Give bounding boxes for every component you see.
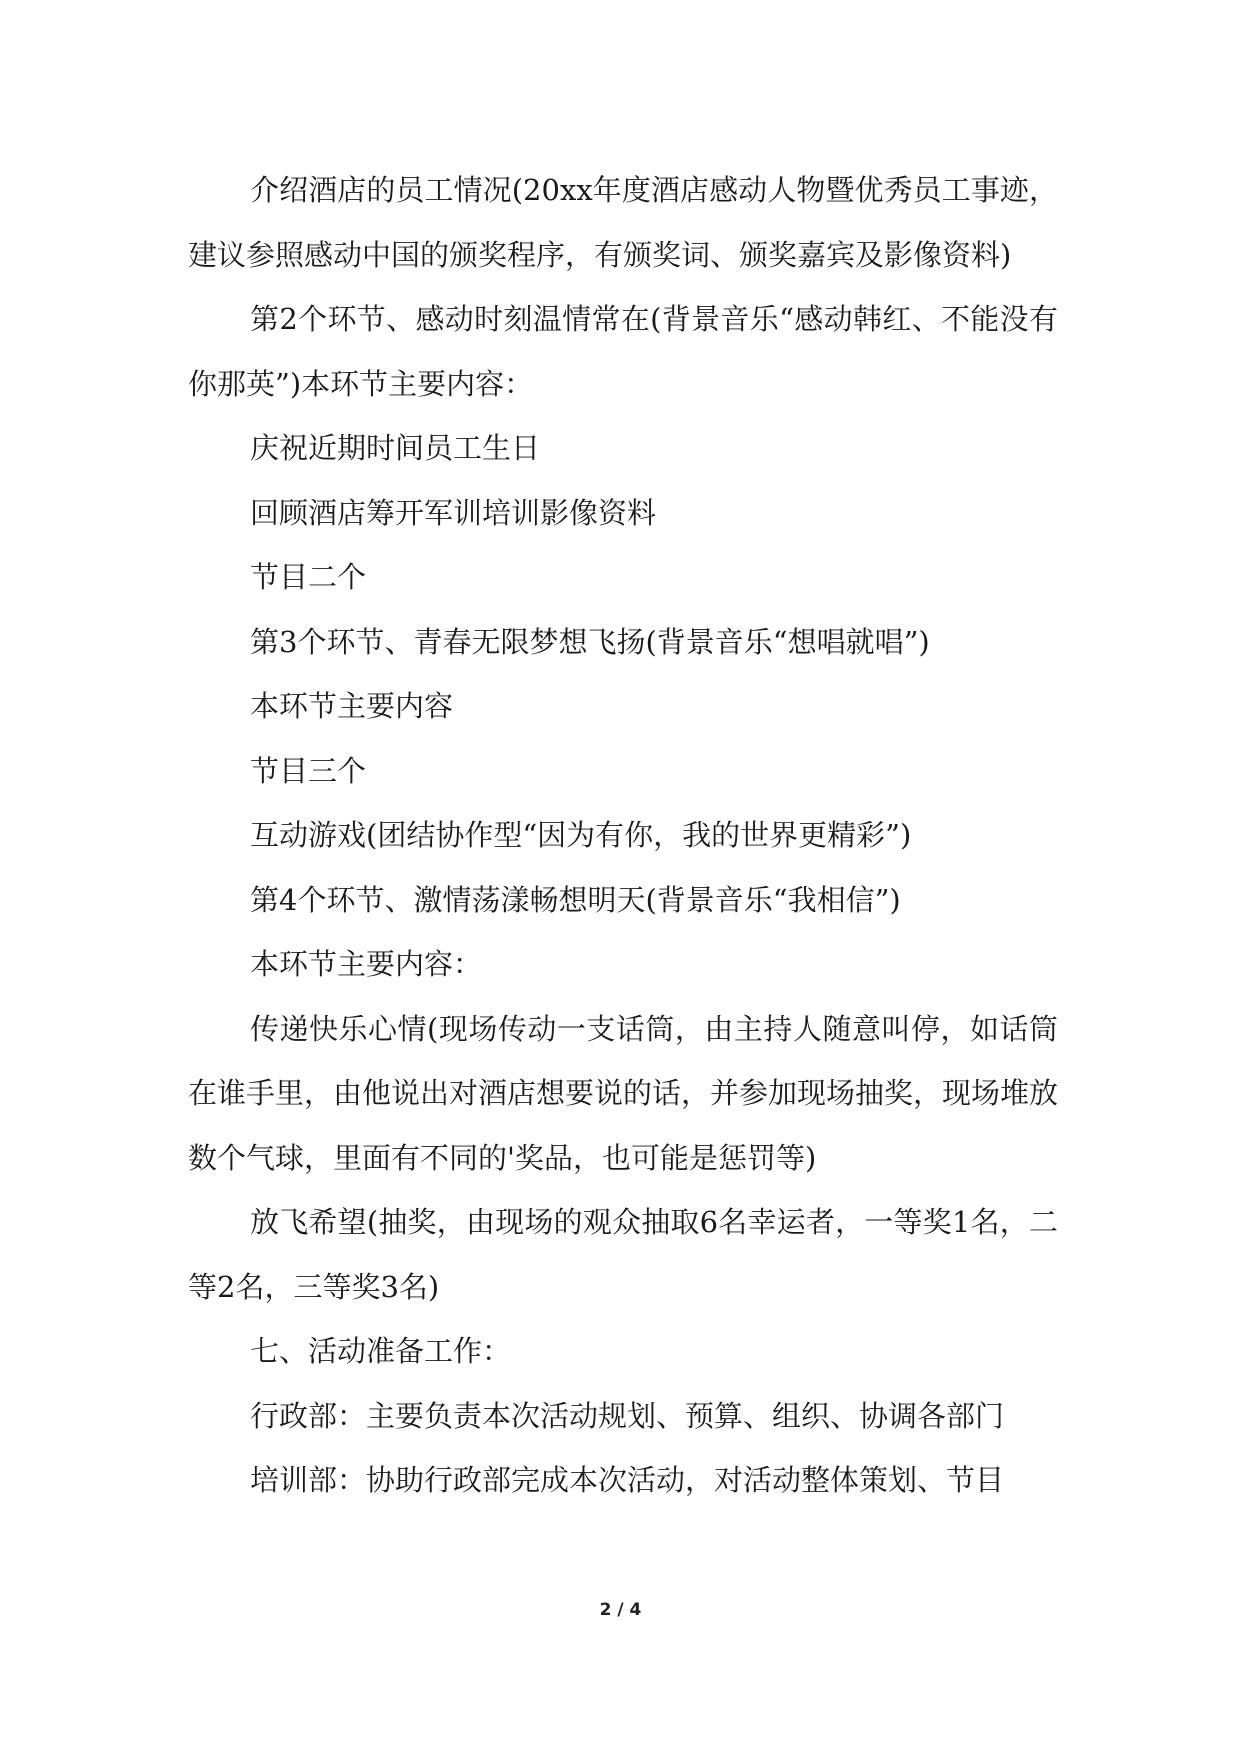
paragraph-2: 第2个环节、感动时刻温情常在(背景音乐“感动韩红、不能没有你那英”)本环节主要内容： [188,302,1058,401]
paragraph-15: 行政部：主要负责本次活动规划、预算、组织、协调各部门 [250,1398,1005,1433]
paragraph-14: 七、活动准备工作： [250,1334,512,1368]
paragraph-16: 培训部：协助行政部完成本次活动，对活动整体策划、节目 [250,1463,1005,1497]
paragraph-11: 本环节主要内容： [250,947,483,981]
paragraph-12: 传递快乐心情(现场传动一支话筒，由主持人随意叫停，如话筒在谁手里，由他说出对酒店想要说的话，并参加现场抽奖，现场堆放数个气球，里面有不同的'奖品，也可能是惩罚等) [188,1011,1059,1175]
page-number: 2 / 4 [599,1600,642,1620]
paragraph-3: 庆祝近期时间员工生日 [250,431,541,465]
paragraph-13: 放飞希望(抽奖，由现场的观众抽取6名幸运者，一等奖1名，二等2名，三等奖3名) [188,1205,1058,1304]
paragraph-4: 回顾酒店筹开军训培训影像资料 [250,495,657,530]
paragraph-5: 节目二个 [250,560,367,594]
paragraph-8: 节目三个 [250,753,367,788]
paragraph-9: 互动游戏(团结协作型“因为有你，我的世界更精彩”) [250,818,912,852]
paragraph-7: 本环节主要内容 [250,689,454,723]
paragraph-6: 第3个环节、青春无限梦想飞扬(背景音乐“想唱就唱”) [250,624,930,659]
paragraph-10: 第4个环节、激情荡漾畅想明天(背景音乐“我相信”) [250,882,901,917]
document-body [188,158,1058,1513]
paragraph-1: 介绍酒店的员工情况(20xx年度酒店感动人物暨优秀员工事迹，建议参照感动中国的颁奖程序，有颁奖词、颁奖嘉宾及影像资料) [188,173,1058,272]
